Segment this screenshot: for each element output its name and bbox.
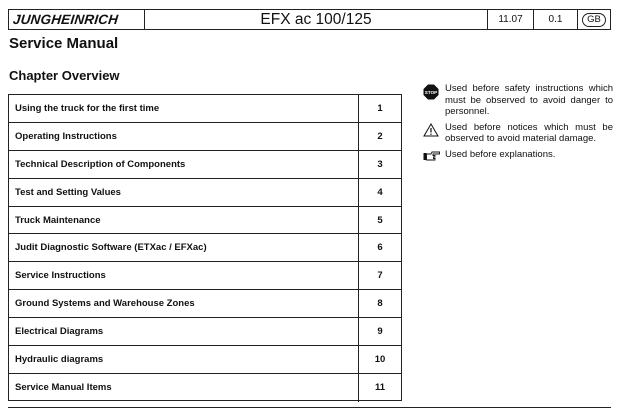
chapter-overview-heading: Chapter Overview	[9, 68, 120, 83]
revision-date: 11.07	[488, 10, 534, 29]
toc-label: Test and Setting Values	[9, 179, 359, 206]
warning-triangle-icon	[423, 122, 445, 145]
toc-row[interactable]	[9, 179, 401, 207]
toc-number: 1	[377, 102, 383, 114]
toc-label: Electrical Diagrams	[9, 318, 359, 345]
toc-label: Operating Instructions	[9, 123, 359, 150]
language-cell	[578, 10, 610, 29]
stop-icon	[423, 83, 445, 118]
toc-row[interactable]	[9, 262, 401, 290]
toc-number: 9	[377, 326, 383, 338]
toc-label: Hydraulic diagrams	[9, 346, 359, 373]
toc-label: Technical Description of Components	[9, 151, 359, 178]
toc-number: 11	[374, 382, 386, 394]
toc-number: 7	[377, 270, 383, 282]
legend-text-material: Used before notices which must be observed to avoid material damage.	[445, 121, 613, 144]
svg-text:STOP: STOP	[424, 90, 438, 96]
toc-label: Truck Maintenance	[9, 207, 359, 234]
toc-label: Ground Systems and Warehouse Zones	[9, 290, 359, 317]
document-header	[8, 9, 611, 30]
legend-text-explanations: Used before explanations.	[445, 148, 556, 160]
legend-text-safety: Used before safety instructions which must be observed to avoid danger to personnel.	[445, 83, 613, 117]
toc-number: 2	[377, 130, 383, 142]
toc-row[interactable]	[9, 123, 401, 151]
toc-row[interactable]	[9, 290, 401, 318]
logo-cell	[9, 10, 145, 29]
legend-item-warning	[423, 122, 613, 145]
toc-label: Service Manual Items	[9, 374, 359, 402]
toc-row[interactable]	[9, 374, 401, 402]
language-badge: GB	[582, 13, 606, 27]
model-title: EFX ac 100/125	[145, 10, 488, 29]
toc-row[interactable]	[9, 234, 401, 262]
toc-row[interactable]	[9, 95, 401, 123]
toc-row[interactable]	[9, 346, 401, 374]
symbol-legend	[423, 83, 613, 166]
footer-rule	[8, 407, 611, 408]
toc-label: Using the truck for the first time	[9, 95, 359, 122]
chapter-table	[8, 94, 402, 401]
toc-row[interactable]	[9, 318, 401, 346]
company-logo: JUNGHEINRICH	[12, 12, 119, 27]
toc-number: 5	[377, 214, 383, 226]
toc-number: 6	[377, 242, 383, 254]
toc-row[interactable]	[9, 151, 401, 179]
document-title: Service Manual	[9, 35, 119, 52]
toc-row[interactable]	[9, 207, 401, 235]
toc-number: 10	[374, 353, 386, 365]
toc-number: 8	[377, 298, 383, 310]
version-number: 0.1	[534, 10, 578, 29]
toc-number: 3	[377, 158, 383, 170]
legend-item-stop	[423, 83, 613, 118]
legend-item-explanation	[423, 149, 613, 162]
pointing-hand-icon	[423, 149, 445, 162]
toc-number: 4	[377, 186, 383, 198]
toc-label: Service Instructions	[9, 262, 359, 289]
toc-label: Judit Diagnostic Software (ETXac / EFXac)	[9, 234, 359, 261]
